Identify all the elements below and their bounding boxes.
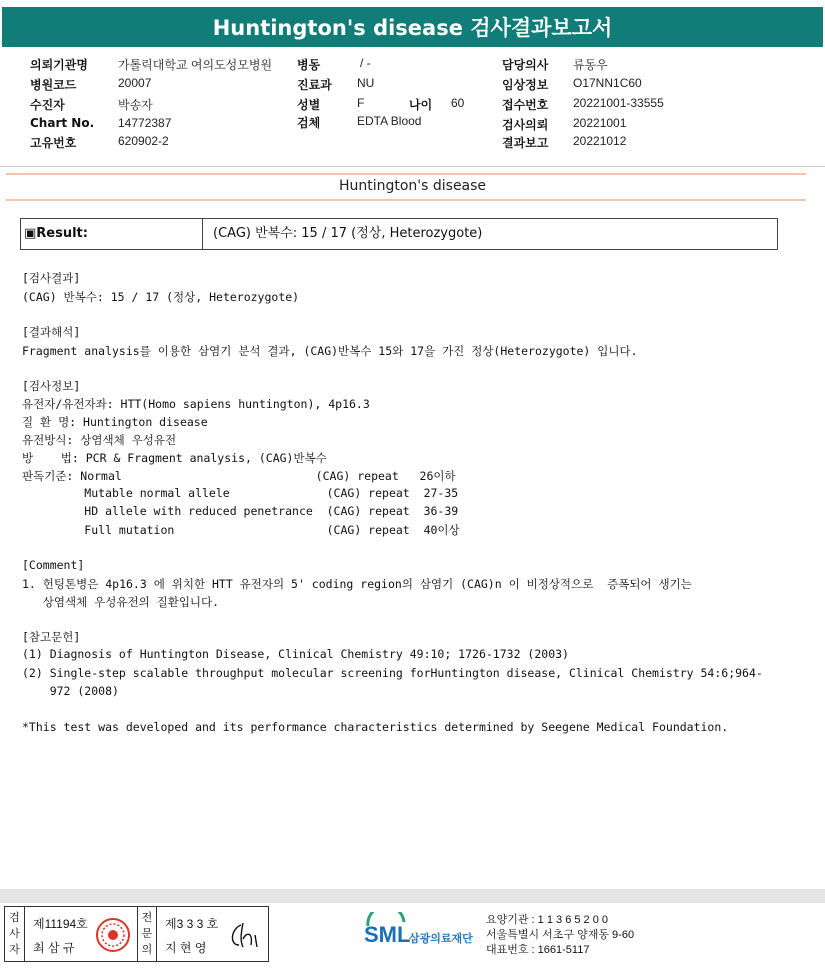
label-hospital-code: 병원코드 xyxy=(30,78,77,92)
footer-separator xyxy=(0,889,825,903)
value-receipt-no: 20221001-33555 xyxy=(573,96,664,110)
value-doctor: 류동우 xyxy=(573,58,608,72)
sml-logo-text: SML xyxy=(364,922,411,947)
body-line: 방 법: PCR & Fragment analysis, (CAG)반복수 xyxy=(22,451,327,465)
label-age: 나이 xyxy=(409,98,433,112)
divider-bottom xyxy=(6,199,806,201)
seal-icon xyxy=(95,917,131,953)
sml-logo xyxy=(364,912,484,952)
body-line: [검사정보] xyxy=(22,379,81,393)
body-line: (1) Diagnosis of Huntington Disease, Clinical Chemistry 49:10; 1726-1732 (2003) xyxy=(22,647,569,661)
body-line: 1. 헌팅톤병은 4p16.3 에 위치한 HTT 유전자의 5' coding region의 삼염기 (CAG)n 이 비정상적으로 증폭되어 생기는 xyxy=(22,577,692,591)
org-info xyxy=(486,913,634,958)
report-title: Huntington's disease 검사결과보고서 xyxy=(2,7,823,47)
value-report-date: 20221012 xyxy=(573,134,627,148)
org-code: 요양기관 : 1 1 3 6 5 2 0 0 xyxy=(486,914,609,926)
label-report-date: 결과보고 xyxy=(502,136,549,150)
value-clinical-info: O17NN1C60 xyxy=(573,76,642,90)
org-phone: 대표번호 : 1661-5117 xyxy=(486,944,590,956)
body-line: 972 (2008) xyxy=(22,684,119,698)
body-line: HD allele with reduced penetrance (CAG) repeat 36-39 xyxy=(22,504,459,518)
label-clinical-info: 임상정보 xyxy=(502,78,549,92)
divider-top xyxy=(6,173,806,175)
label-chart-no: Chart No. xyxy=(30,116,95,130)
value-sex: F xyxy=(357,96,365,110)
value-hospital-code: 20007 xyxy=(118,76,152,90)
inspector-license: 제11194호 xyxy=(33,917,88,931)
body-line: 유전방식: 상염색체 우성유전 xyxy=(22,433,177,447)
signature-icon xyxy=(227,919,263,951)
specialist-label: 전문의 xyxy=(137,907,157,961)
label-department: 진료과 xyxy=(297,78,332,92)
value-chart-no: 14772387 xyxy=(118,116,172,130)
result-label: ▣Result: xyxy=(21,219,203,249)
value-institution: 가톨릭대학교 여의도성모병원 xyxy=(118,58,273,72)
value-specimen: EDTA Blood xyxy=(357,114,422,128)
body-line: (CAG) 반복수: 15 / 17 (정상, Heterozygote) xyxy=(22,290,300,304)
signature-box xyxy=(4,906,269,962)
label-unique-no: 고유번호 xyxy=(30,136,77,150)
body-line: 유전자/유전자좌: HTT(Homo sapiens huntington), 4p16.3 xyxy=(22,397,370,411)
label-institution: 의뢰기관명 xyxy=(30,58,88,72)
value-department: NU xyxy=(357,76,375,90)
label-sex: 성별 xyxy=(297,98,321,112)
value-age: 60 xyxy=(451,96,465,110)
body-line: 판독기준: Normal (CAG) repeat 26이하 xyxy=(22,469,456,483)
org-address: 서울특별시 서초구 양재동 9-60 xyxy=(486,929,635,941)
patient-info xyxy=(0,48,825,167)
body-line: [참고문헌] xyxy=(22,630,81,644)
org-name: 삼광의료재단 xyxy=(409,932,473,945)
label-request-date: 검사의뢰 xyxy=(502,118,549,132)
value-patient: 박송자 xyxy=(118,98,153,112)
body-line: *This test was developed and its performance characteristics determined by Seegene Medical Foundation. xyxy=(22,720,729,734)
value-request-date: 20221001 xyxy=(573,116,627,130)
specialist-license: 제3 3 3 호 xyxy=(165,917,219,931)
body-line: 상염색체 우성유전의 질환입니다. xyxy=(22,595,220,609)
body-line: [결과해석] xyxy=(22,325,81,339)
label-ward: 병동 xyxy=(297,58,321,72)
body-line: [Comment] xyxy=(22,558,85,572)
section-subtitle: Huntington's disease xyxy=(338,178,487,194)
value-ward: / - xyxy=(360,56,371,70)
inspector-name: 최 삼 규 xyxy=(33,941,75,955)
body-line: Full mutation (CAG) repeat 40이상 xyxy=(22,523,460,537)
specialist-name: 지 현 영 xyxy=(165,941,207,955)
label-specimen: 검체 xyxy=(297,116,321,130)
body-line: (2) Single-step scalable throughput molecular screening forHuntington disease, Clinical Chemistry 54:6;964- xyxy=(22,666,763,680)
label-receipt-no: 접수번호 xyxy=(502,98,549,112)
inspector-label: 검사자 xyxy=(5,907,25,961)
value-unique-no: 620902-2 xyxy=(118,134,169,148)
body-line: Mutable normal allele (CAG) repeat 27-35 xyxy=(22,486,459,500)
label-patient: 수진자 xyxy=(30,98,65,112)
label-doctor: 담당의사 xyxy=(502,58,549,72)
body-line: [검사결과] xyxy=(22,271,81,285)
body-line: 질 환 명: Huntington disease xyxy=(22,415,208,429)
result-value: (CAG) 반복수: 15 / 17 (정상, Heterozygote) xyxy=(213,226,483,241)
body-line: Fragment analysis를 이용한 삼염기 분석 결과, (CAG)반복수 15와 17을 가진 정상(Heterozygote) 입니다. xyxy=(22,344,638,358)
result-box xyxy=(20,218,778,250)
